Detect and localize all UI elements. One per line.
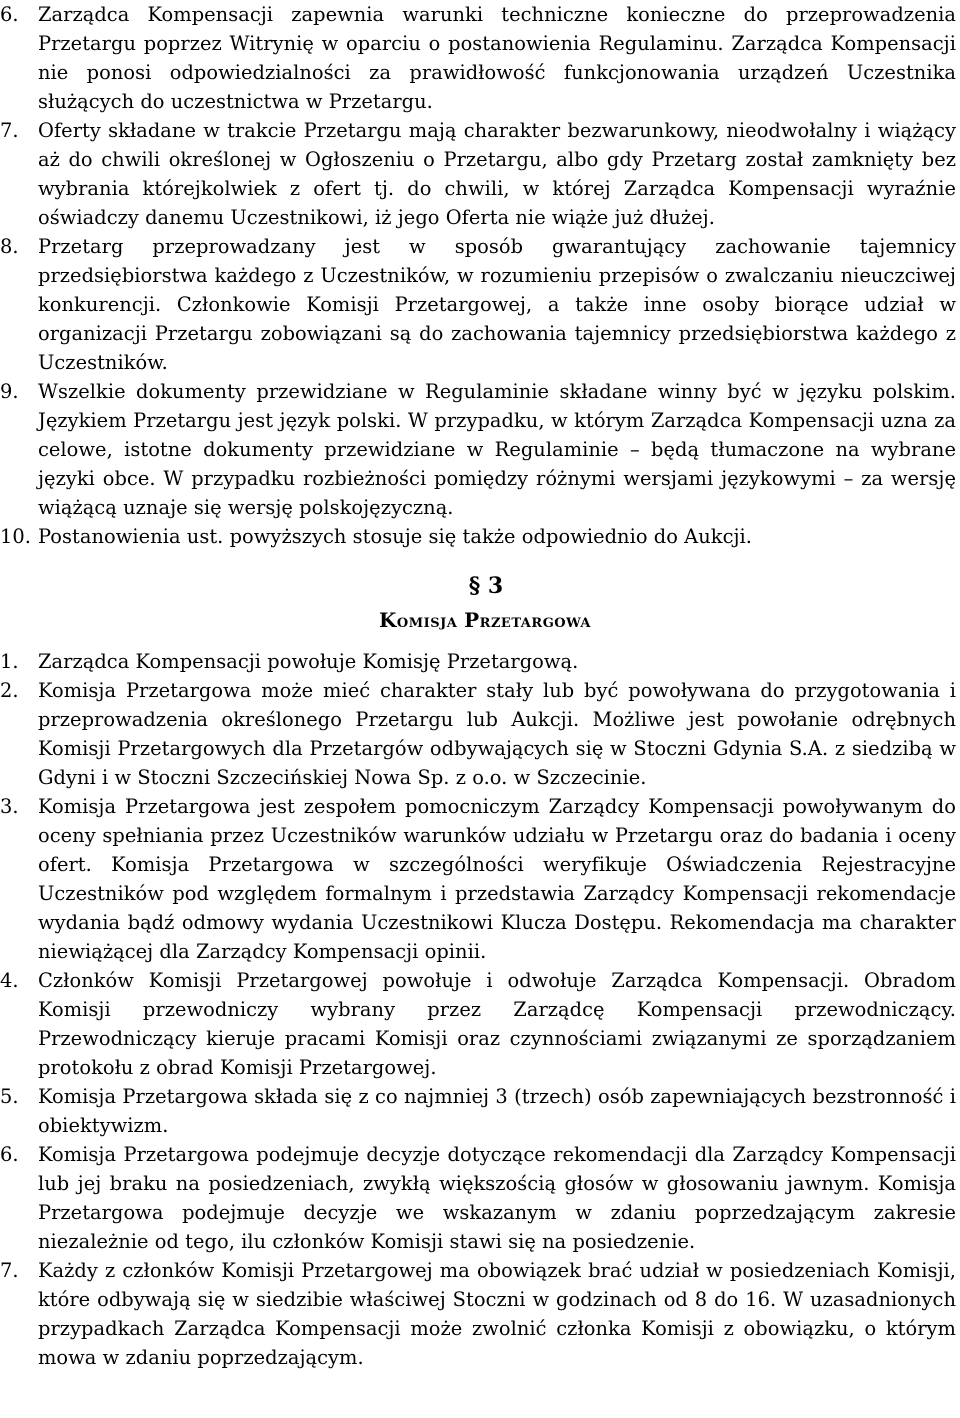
- item-number: 6.: [0, 1143, 19, 1166]
- item-number: 2.: [0, 679, 19, 702]
- item-text: Komisja Przetargowa podejmuje decyzje dotyczące rekomendacji dla Zarządcy Kompensacji lub jej braku na posiedzeniach, zwykłą większością głosów w głosowaniu jawnym. Komisja Przetargowa podejmuje decyzje we wskazanym w zdaniu poprzedzającym zakresie niezależnie od tego, ilu członków Komisji stawi się na posiedzenie.: [38, 1143, 956, 1253]
- item-text: Wszelkie dokumenty przewidziane w Regulaminie składane winny być w języku polskim. Językiem Przetargu jest język polski. W przypadku, w którym Zarządca Kompensacji uzna za celowe, istotne dokumenty przewidziane w Regulaminie – będą tłumaczone na wybrane języki obce. W przypadku rozbieżności pomiędzy różnymi wersjami językowymi – za wersję wiążącą uznaje się wersję polskojęzyczną.: [38, 380, 956, 519]
- list-item: [0, 377, 960, 522]
- item-text: Komisja Przetargowa może mieć charakter stały lub być powoływana do przygotowania i przeprowadzenia określonego Przetargu lub Aukcji. Możliwe jest powołanie odrębnych Komisji Przetargowych dla Przetargów odbywających się w Stoczni Gdynia S.A. z siedzibą w Gdyni i w Stoczni Szczecińskiej Nowa Sp. z o.o. w Szczecinie.: [38, 679, 956, 789]
- item-text: Postanowienia ust. powyższych stosuje się także odpowiednio do Aukcji.: [38, 525, 753, 548]
- item-text: Zarządca Kompensacji zapewnia warunki techniczne konieczne do przeprowadzenia Przetargu poprzez Witrynię w oparciu o postanowienia Regulaminu. Zarządca Kompensacji nie ponosi odpowiedzialności za prawidłowość funkcjonowania urządzeń Uczestnika służących do uczestnictwa w Przetargu.: [38, 3, 956, 113]
- item-number: 5.: [0, 1085, 19, 1108]
- item-number: 7.: [0, 119, 19, 142]
- commission-list: [0, 647, 960, 1372]
- item-text: Przetarg przeprowadzany jest w sposób gwarantujący zachowanie tajemnicy przedsiębiorstwa każdego z Uczestników, w rozumieniu przepisów o zwalczaniu nieuczciwej konkurencji. Członkowie Komisji Przetargowej, a także inne osoby biorące udział w organizacji Przetargu zobowiązani są do zachowania tajemnicy przedsiębiorstwa każdego z Uczestników.: [38, 235, 956, 374]
- list-item: [0, 0, 960, 116]
- section-number: § 3: [468, 573, 504, 599]
- item-number: 10.: [0, 525, 31, 548]
- item-text: Komisja Przetargowa składa się z co najmniej 3 (trzech) osób zapewniających bezstronność i obiektywizm.: [38, 1085, 956, 1137]
- section-title-part: rzetargowa: [479, 611, 591, 632]
- section-title-part: P: [464, 608, 480, 632]
- list-item: [0, 676, 960, 792]
- item-number: 3.: [0, 795, 19, 818]
- item-number: 4.: [0, 969, 19, 992]
- item-text: Członków Komisji Przetargowej powołuje i odwołuje Zarządca Kompensacji. Obradom Komisji przewodniczy wybrany przez Zarządcę Kompensacji przewodniczący. Przewodniczący kieruje pracami Komisji oraz czynnościami związanymi ze sporządzaniem protokołu z obrad Komisji Przetargowej.: [38, 969, 956, 1079]
- item-number: 1.: [0, 650, 19, 673]
- list-item: [0, 522, 960, 551]
- item-number: 9.: [0, 380, 19, 403]
- list-item: [0, 1082, 960, 1140]
- item-number: 6.: [0, 3, 19, 26]
- item-number: 7.: [0, 1259, 19, 1282]
- list-item: [0, 792, 960, 966]
- item-text: Oferty składane w trakcie Przetargu mają charakter bezwarunkowy, nieodwołalny i wiążący aż do chwili określonej w Ogłoszeniu o Przetargu, albo gdy Przetarg został zamknięty bez wybrania którejkolwiek z ofert tj. do chwili, w której Zarządca Kompensacji wyraźnie oświadczy danemu Uczestnikowi, iż jego Oferta nie wiąże już dłużej.: [38, 119, 956, 229]
- section-title-part: omisja: [396, 611, 465, 632]
- item-text: Zarządca Kompensacji powołuje Komisję Przetargową.: [38, 650, 579, 673]
- list-item: [0, 116, 960, 232]
- list-item: [0, 232, 960, 377]
- item-text: Każdy z członków Komisji Przetargowej ma obowiązek brać udział w posiedzeniach Komisji, które odbywają się w siedzibie właściwej Stoczni w godzinach od 8 do 16. W uzasadnionych przypadkach Zarządca Kompensacji może zwolnić członka Komisji z obowiązku, o którym mowa w zdaniu poprzedzającym.: [38, 1259, 956, 1369]
- list-item: [0, 1140, 960, 1256]
- provisions-list: [0, 0, 960, 551]
- item-number: 8.: [0, 235, 19, 258]
- list-item: [0, 1256, 960, 1372]
- list-item: [0, 966, 960, 1082]
- list-item: [0, 647, 960, 676]
- section-title-part: K: [379, 608, 397, 632]
- section-title: [0, 605, 960, 647]
- item-text: Komisja Przetargowa jest zespołem pomocniczym Zarządcy Kompensacji powoływanym do oceny spełniania przez Uczestników warunków udziału w Przetargu oraz do badania i oceny ofert. Komisja Przetargowa w szczególności weryfikuje Oświadczenia Rejestracyjne Uczestników pod względem formalnym i przedstawia Zarządcy Kompensacji rekomendacje wydania bądź odmowy wydania Uczestnikowi Klucza Dostępu. Rekomendacja ma charakter niewiążącej dla Zarządcy Kompensacji opinii.: [38, 795, 956, 963]
